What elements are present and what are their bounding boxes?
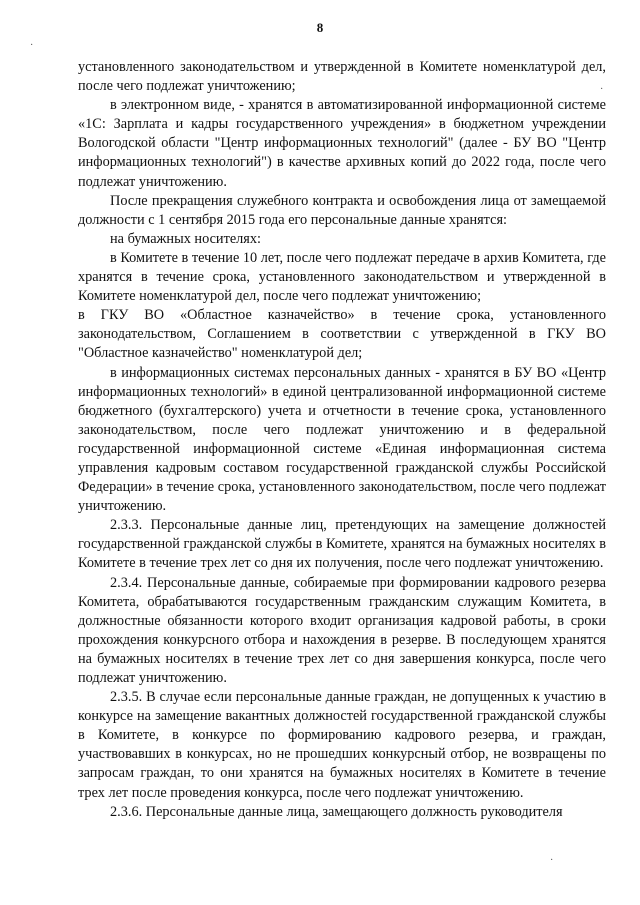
scan-speck: · (30, 40, 34, 51)
paragraph-2-3-4: 2.3.4. Персональные данные, собираемые при формировании кадрового резерва Комитета, обрабатываются государственным гражданским служащим Комитета, в должностные обязанности которого входит организация кадровой работы, в сроки прохождения конкурсного отбора и нахождения в резерве. В последующем хранятся на бумажных носителях в течение трех лет со дня завершения конкурса, после чего подлежат уничтожению. (78, 574, 606, 686)
paragraph-after-termination: После прекращения служебного контракта и освобождения лица от замещаемой должности с 1 сентября 2015 года его персональные данные хранятся: (78, 192, 606, 228)
document-body (78, 58, 606, 822)
paragraph-electronic-storage: в электронном виде, - хранятся в автоматизированной информационной системе «1С: Зарплата и кадры государственного учреждения» в бюджетном учреждении Вологодской области "Центр информационных технологий" (далее - БУ ВО "Центр информационных технологий") в качестве архивных копий до 2022 года, после чего подлежат уничтожению. (78, 97, 606, 190)
paragraph-information-systems: в информационных системах персональных данных - хранятся в БУ ВО «Центр информационных технологий» в единой централизованной информационной системе бюджетного (бухгалтерского) учета и отчетности в течение срока, установленного законодательством, после чего подлежат уничтожению и в федеральной государственной информационной системе «Единая информационная система управления кадровым составом государственной гражданской службы Российской Федерации» в течение срока, установленного законодательством, после чего подлежат уничтожению. (78, 364, 606, 515)
page-number: 8 (316, 20, 324, 35)
paragraph-2-3-6: 2.3.6. Персональные данные лица, замещающего должность руководителя (110, 803, 563, 820)
paragraph-2-3-3: 2.3.3. Персональные данные лиц, претендующих на замещение должностей государственной гражданской службы в Комитете, хранятся на бумажных носителях в Комитете в течение трех лет со дня их получения, после чего подлежат уничтожению. (78, 517, 606, 572)
paragraph-paper-carriers: на бумажных носителях: (110, 230, 261, 247)
paragraph-gku-treasury: в ГКУ ВО «Областное казначейство» в течение срока, установленного законодательством, Соглашением в соответствии с утвержденной в ГКУ ВО "Областное казначейство" номенклатурой дел; (78, 307, 606, 362)
paragraph-continuation: установленного законодательством и утвержденной в Комитете номенклатурой дел, после чего подлежат уничтожению; (78, 59, 606, 95)
scan-speck: · (600, 84, 604, 95)
paragraph-committee-storage: в Комитете в течение 10 лет, после чего подлежат передаче в архив Комитета, где хранятся в течение срока, установленного законодательством и утвержденной в Комитете номенклатурой дел, после чего подлежат уничтожению; (78, 249, 606, 305)
scan-speck: · (550, 855, 554, 866)
paragraph-2-3-5: 2.3.5. В случае если персональные данные граждан, не допущенных к участию в конкурсе на замещение вакантных должностей государственной гражданской службы в Комитете, в конкурсе по формированию кадрового резерва, и граждан, участвовавших в конкурсах, но не прошедших конкурсный отбор, не возвращены по запросам граждан, то они хранятся на бумажных носителях в Комитете в течение трех лет после проведения конкурса, после чего подлежат уничтожению. (78, 689, 606, 801)
